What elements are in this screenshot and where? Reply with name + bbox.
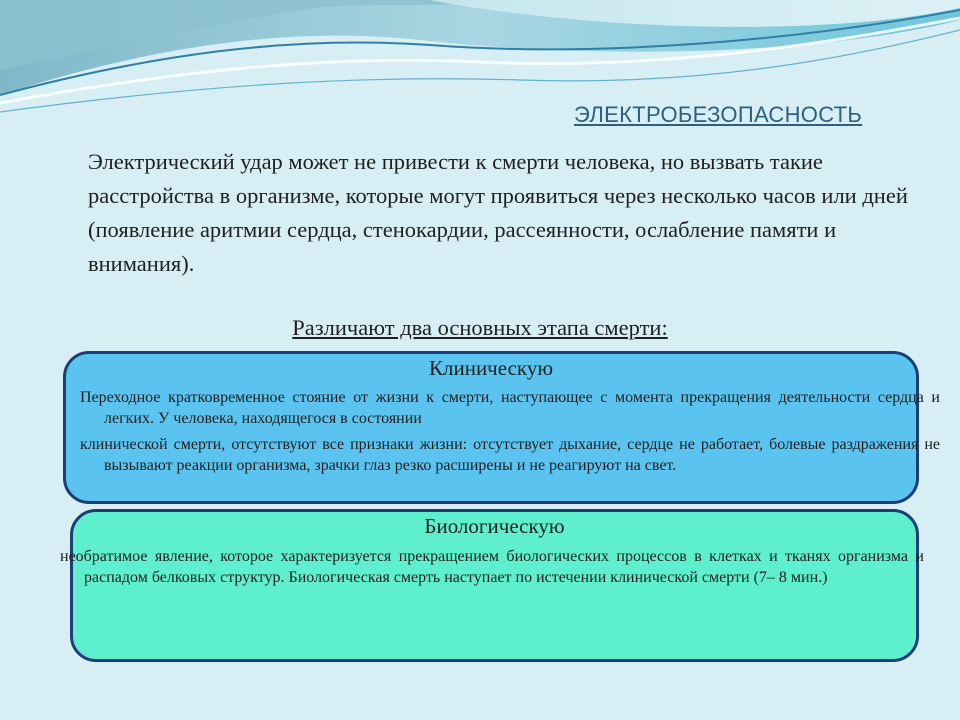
clinical-death-panel <box>63 351 940 504</box>
clinical-death-paragraph-1: Переходное кратковременное стояние от жизни к смерти, наступающее с момента прекращения деятельности сердца и легких. У человека, находящегося в состоянии <box>80 389 940 427</box>
biological-death-paragraph: необратимое явление, которое характеризуется прекращением биологических процессов в клетках и тканях организма и распадом белковых структур. Биологическая смерть наступает по истечении клинической смерти (7– 8 мин.) <box>60 548 924 586</box>
clinical-death-title: Клиническую <box>428 356 554 380</box>
slide-title: ЭЛЕКТРОБЕЗОПАСНОСТЬ <box>574 102 863 127</box>
stages-heading: Различают два основных этапа смерти: <box>292 315 668 340</box>
clinical-death-paragraph-2: клинической смерти, отсутствуют все признаки жизни: отсутствует дыхание, сердце не работает, болевые раздражения не вызывают реакции организма, зрачки глаз резко расширены и не реагируют на свет. <box>80 436 940 474</box>
biological-death-panel <box>60 509 924 662</box>
biological-death-title: Биологическую <box>424 514 565 538</box>
intro-paragraph: Электрический удар может не привести к смерти человека, но вызвать такие расстройства в организме, которые могут проявиться через несколько часов или дней (появление аритмии сердца, стенокардии, рассеянности, ослабление памяти и внимания). <box>88 149 908 276</box>
